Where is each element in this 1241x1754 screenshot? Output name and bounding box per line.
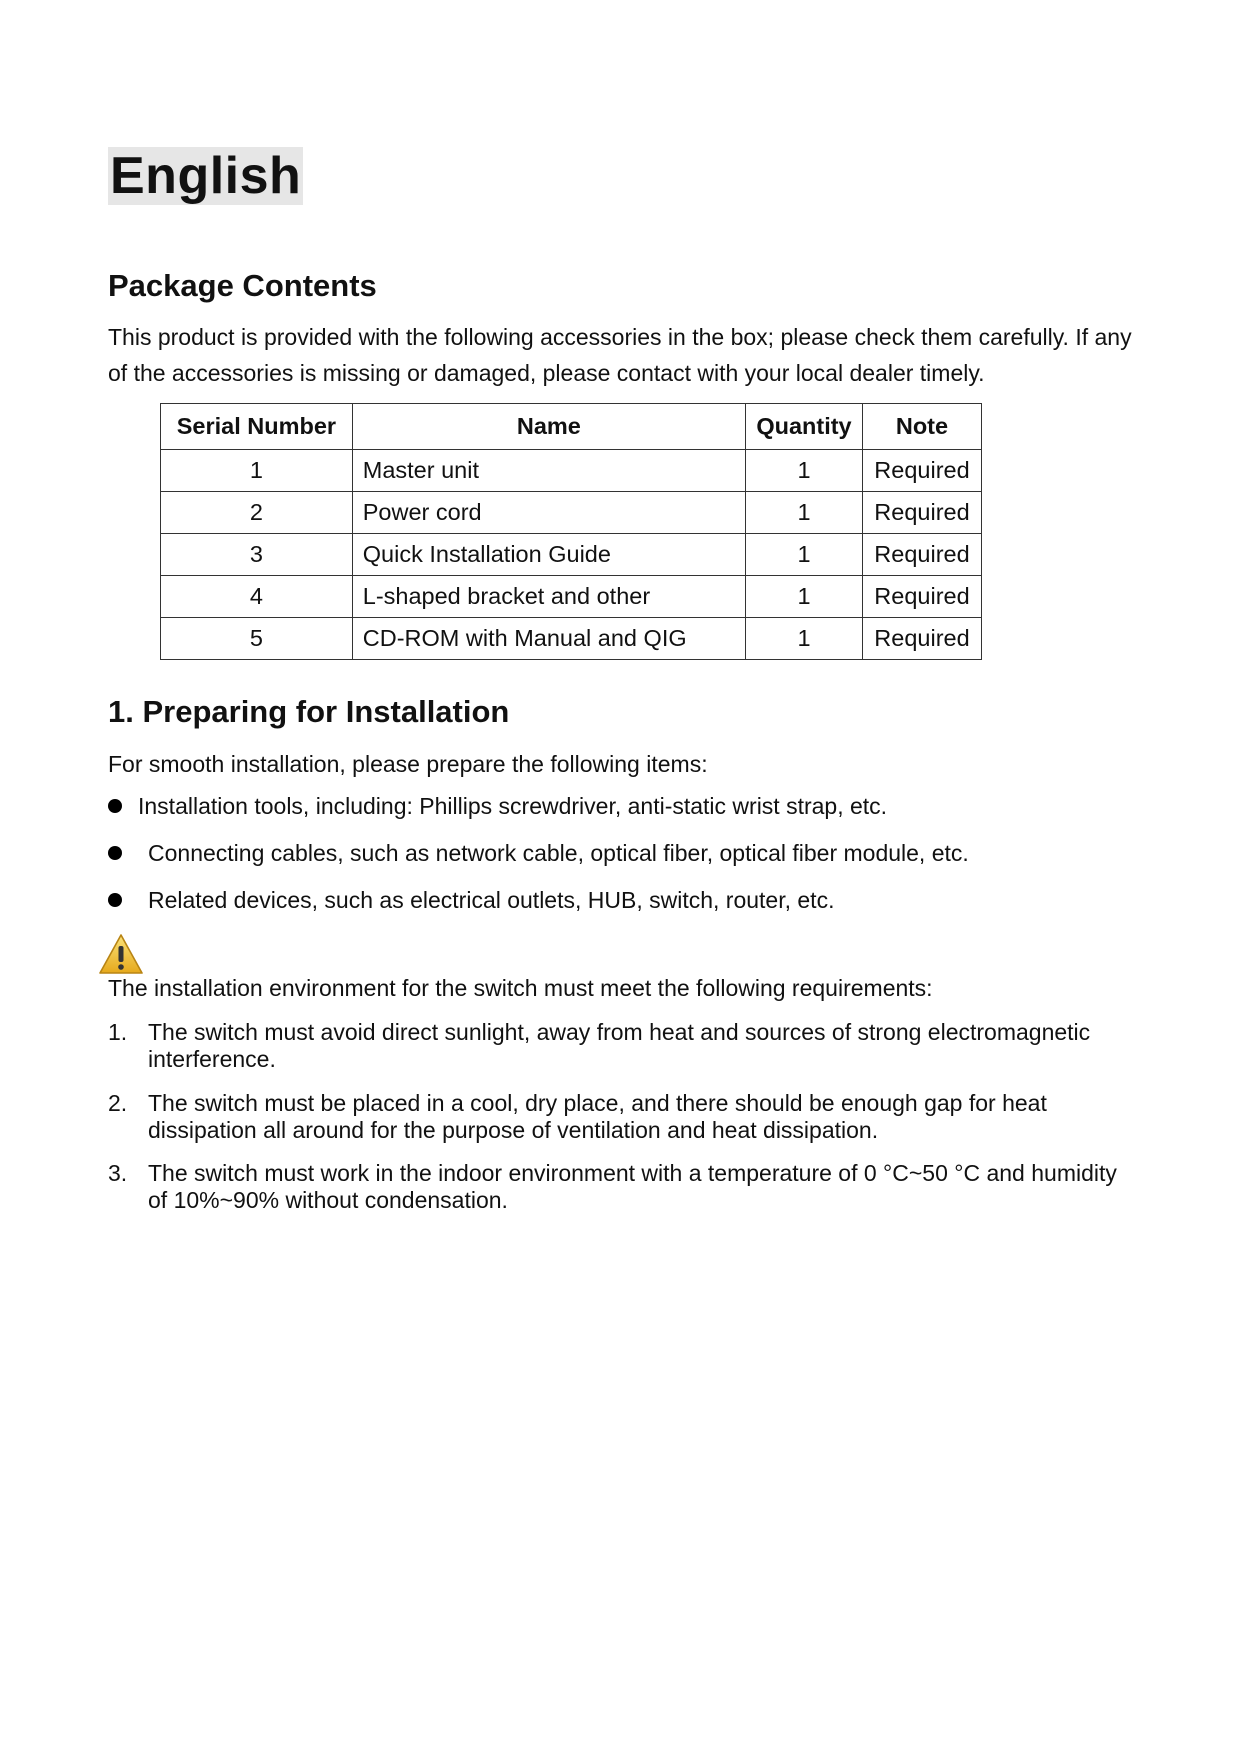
name-cell: CD-ROM with Manual and QIG: [352, 618, 745, 660]
header-quantity: Quantity: [745, 404, 862, 450]
serial-cell: 4: [161, 576, 353, 618]
serial-cell: 1: [161, 450, 353, 492]
quantity-cell: 1: [745, 492, 862, 534]
table-row: [161, 450, 982, 492]
list-item: [148, 838, 969, 868]
list-item: [138, 791, 887, 821]
note-cell: Required: [862, 618, 981, 660]
list-text: The switch must be placed in a cool, dry place, and there should be enough gap for heat dissipation all around for the purpose of ventilation and heat dissipation.: [148, 1090, 1047, 1143]
header-name: Name: [352, 404, 745, 450]
list-number: 2.: [108, 1090, 128, 1116]
package-contents-table: [160, 403, 982, 660]
header-note: Note: [862, 404, 981, 450]
serial-cell: 3: [161, 534, 353, 576]
warning-triangle-icon: [98, 933, 144, 976]
quantity-cell: 1: [745, 534, 862, 576]
serial-cell: 2: [161, 492, 353, 534]
note-cell: Required: [862, 450, 981, 492]
bullet-text: Related devices, such as electrical outlets, HUB, switch, router, etc.: [148, 887, 835, 913]
note-cell: Required: [862, 576, 981, 618]
header-serial-number: Serial Number: [161, 404, 353, 450]
list-text: The switch must avoid direct sunlight, away from heat and sources of strong electromagnetic interference.: [148, 1019, 1091, 1072]
bullet-text: Installation tools, including: Phillips screwdriver, anti-static wrist strap, etc.: [138, 793, 888, 819]
bullet-text: Connecting cables, such as network cable, optical fiber, optical fiber module, etc.: [148, 840, 969, 866]
package-intro: This product is provided with the following accessories in the box; please check them carefully. If any of the accessories is missing or damaged, please contact with your local dealer timely.: [108, 324, 1132, 386]
serial-cell: 5: [161, 618, 353, 660]
preparation-intro: For smooth installation, please prepare the following items:: [108, 751, 708, 777]
package-contents-heading: Package Contents: [108, 268, 377, 303]
table-row: [161, 576, 982, 618]
quantity-cell: 1: [745, 618, 862, 660]
bullet-icon: [108, 893, 122, 907]
bullet-icon: [108, 846, 122, 860]
quantity-cell: 1: [745, 450, 862, 492]
list-text: The switch must work in the indoor environment with a temperature of 0 °C~50 °C and humidity of 10%~90% without condensation.: [148, 1160, 1117, 1213]
list-item: [148, 885, 834, 915]
table-header-row: [161, 404, 982, 450]
name-cell: L-shaped bracket and other: [352, 576, 745, 618]
environment-intro: The installation environment for the switch must meet the following requirements:: [108, 975, 933, 1001]
bullet-icon: [108, 799, 122, 813]
table-row: [161, 492, 982, 534]
note-cell: Required: [862, 534, 981, 576]
list-number: 1.: [108, 1019, 128, 1045]
language-title: English: [110, 147, 302, 205]
table-row: [161, 618, 982, 660]
name-cell: Power cord: [352, 492, 745, 534]
note-cell: Required: [862, 492, 981, 534]
name-cell: Master unit: [352, 450, 745, 492]
table-row: [161, 534, 982, 576]
preparing-installation-heading: 1. Preparing for Installation: [108, 694, 510, 729]
list-number: 3.: [108, 1160, 128, 1186]
quantity-cell: 1: [745, 576, 862, 618]
name-cell: Quick Installation Guide: [352, 534, 745, 576]
